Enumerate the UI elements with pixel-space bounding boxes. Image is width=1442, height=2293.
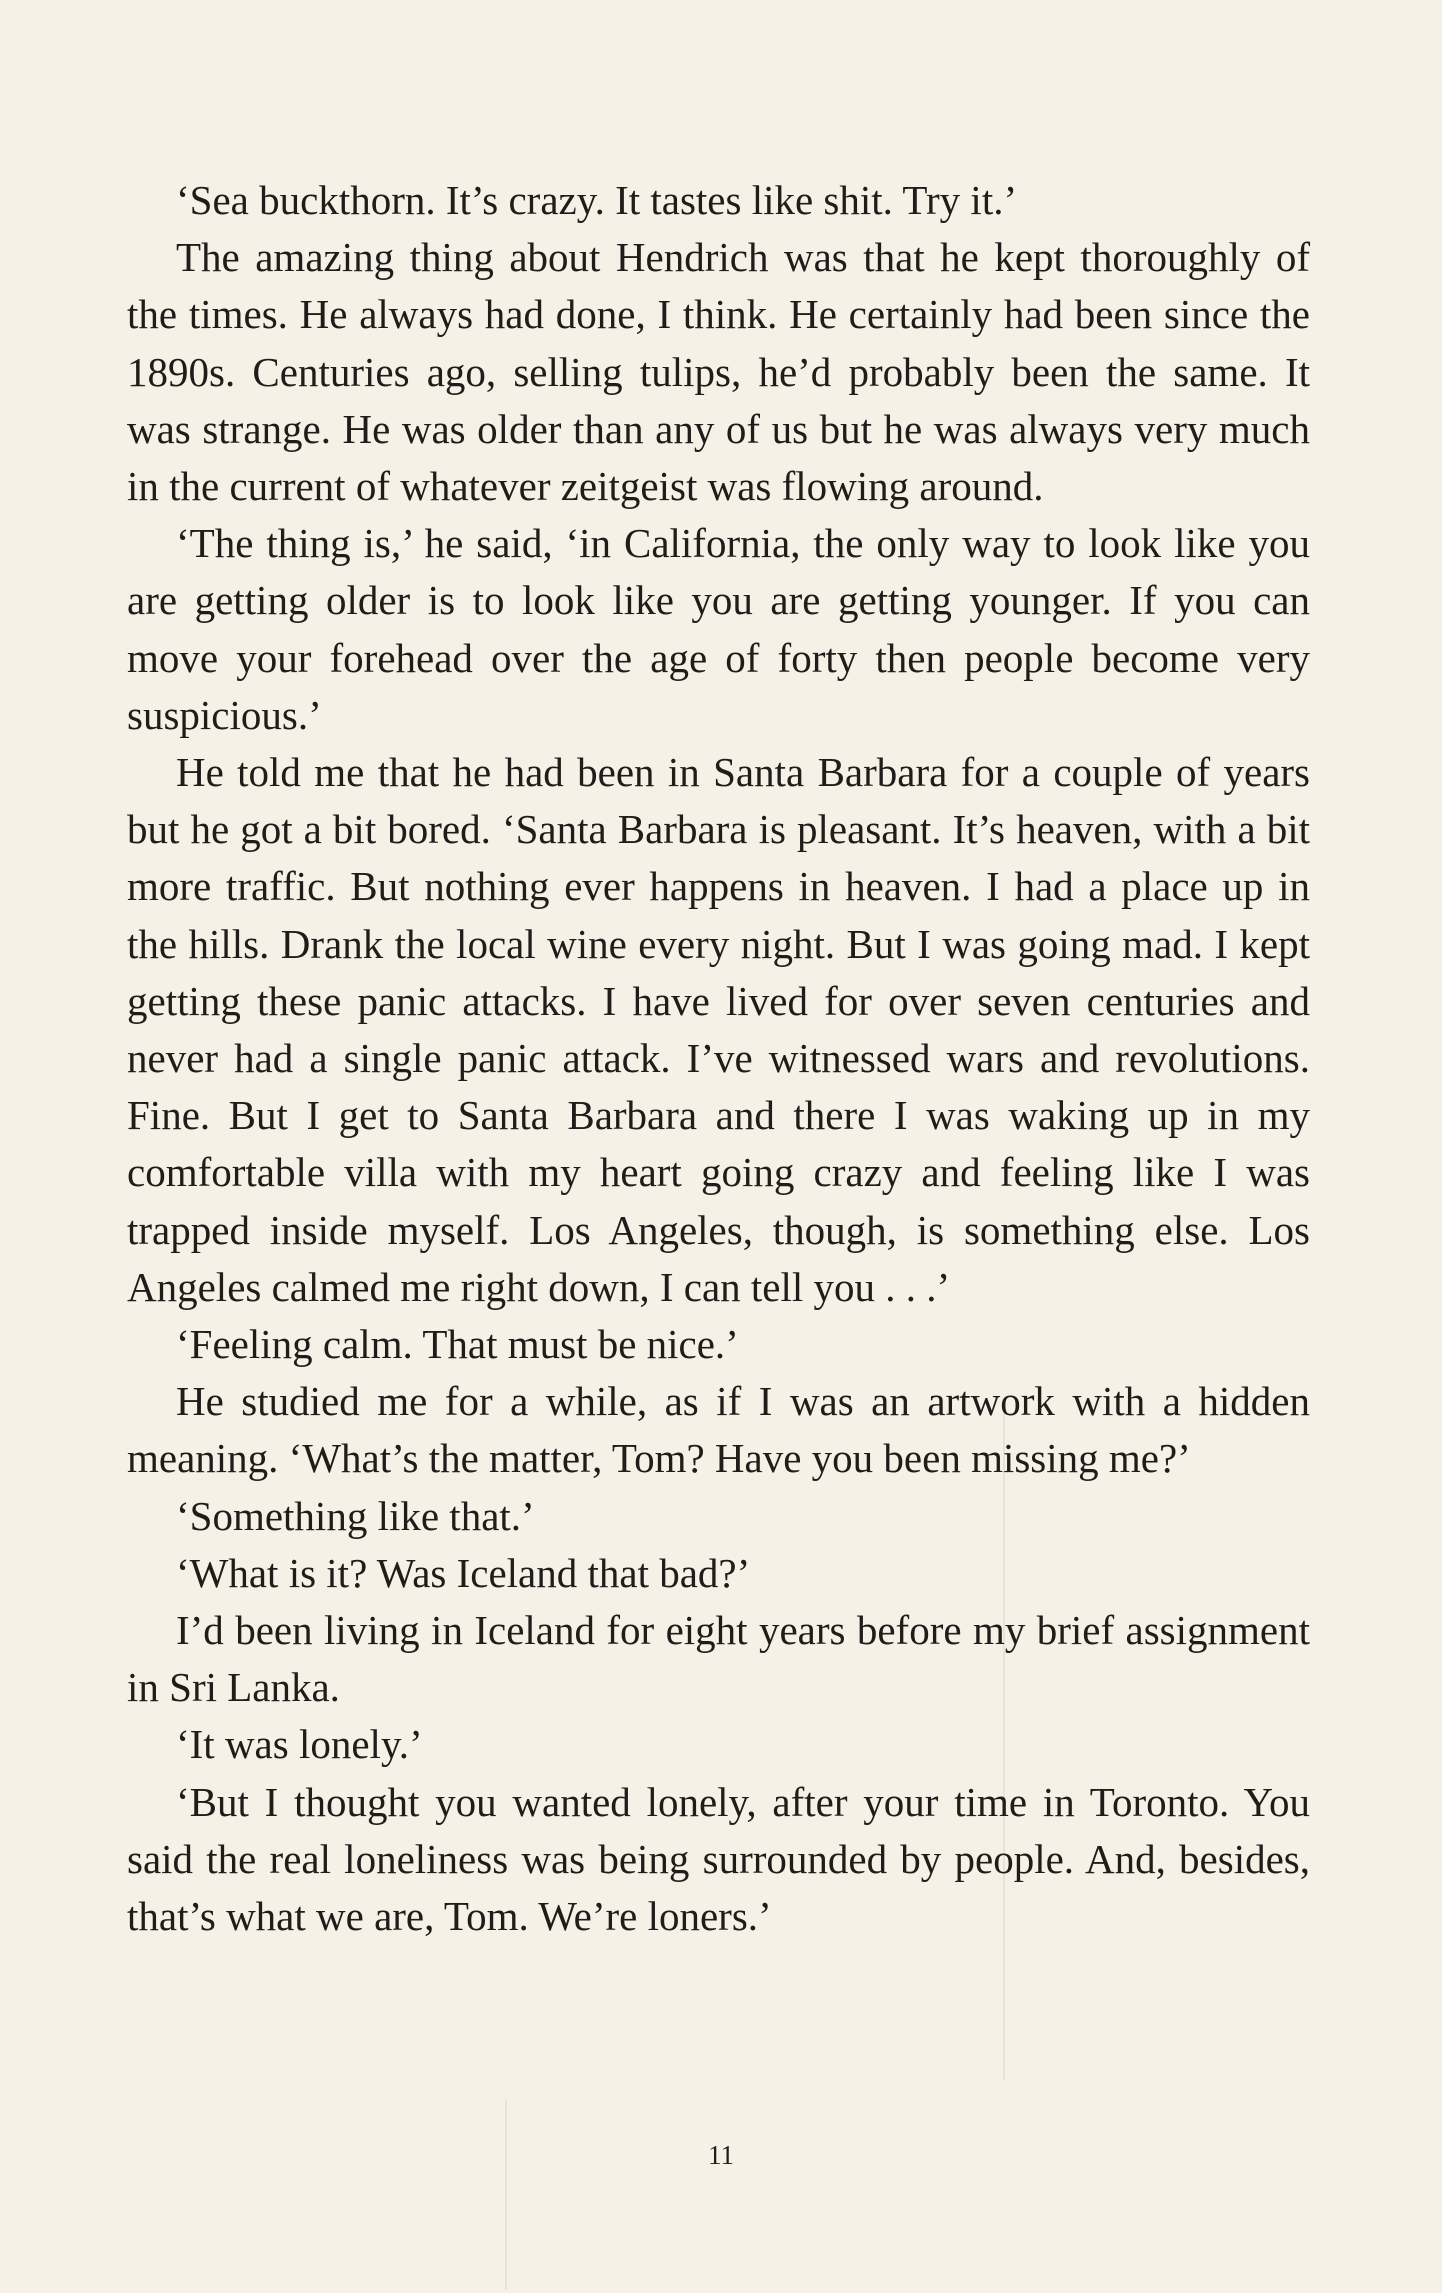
paragraph: He studied me for a while, as if I was an artwork with a hidden meaning. ‘What’s the matter, Tom? Have you been missing me?’ [127,1378,1310,1482]
paragraph: ‘What is it? Was Iceland that bad?’ [176,1549,751,1596]
paragraph: He told me that he had been in Santa Barbara for a couple of years but he got a bit bored. ‘Santa Barbara is pleasant. It’s heaven, with a bit more traffic. But nothing ever happens in heaven. I had a place up in the hills. Drank the local wine every night. But I was going mad. I kept getting these panic attacks. I have lived for over seven centuries and never had a single panic attack. I’ve witnessed wars and revolutions. Fine. But I get to Santa Barbara and there I was waking up in my comfortable villa with my heart going crazy and feeling like I was trapped inside myself. Los Angeles, though, is something else. Los Angeles calmed me right down, I can tell you . . .’ [127,749,1310,1310]
paragraph: ‘Something like that.’ [176,1492,535,1539]
paragraph: ‘Feeling calm. That must be nice.’ [176,1321,739,1368]
page-number: 11 [708,2140,734,2170]
paragraph: ‘Sea buckthorn. It’s crazy. It tastes like shit. Try it.’ [176,177,1018,223]
paragraph: ‘The thing is,’ he said, ‘in California, the only way to look like you are getting older is to look like you are getting younger. If you can move your forehead over the age of forty then people become very suspicious.’ [127,520,1310,738]
paragraph: The amazing thing about Hendrich was that he kept thoroughly of the times. He always had done, I think. He certainly had been since the 1890s. Centuries ago, selling tulips, he’d probably been the same. It was strange. He was older than any of us but he was always very much in the current of whatever zeitgeist was flowing around. [127,234,1310,510]
paragraph: ‘It was lonely.’ [176,1721,423,1768]
body-text [127,172,1310,1945]
paragraph: ‘But I thought you wanted lonely, after your time in Toronto. You said the real loneliness was being surrounded by people. And, besides, that’s what we are, Tom. We’re loners.’ [127,1778,1310,1940]
paragraph: I’d been living in Iceland for eight years before my brief assignment in Sri Lanka. [127,1607,1310,1711]
scan-artifact-line [505,2100,507,2290]
